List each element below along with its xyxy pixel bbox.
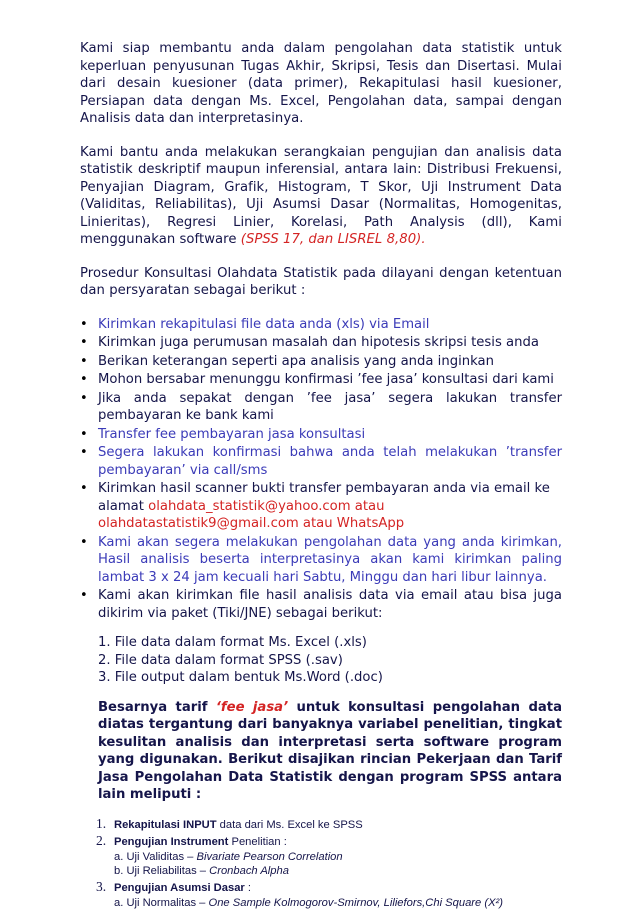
list-item [80, 353, 562, 371]
bullet-icon: • [80, 587, 88, 605]
tariff-subitem [96, 864, 562, 879]
bullet-icon: • [80, 371, 88, 389]
list-item-text: Berikan keterangan seperti apa analisis yang anda inginkan [98, 354, 494, 369]
bullet-icon: • [80, 334, 88, 352]
item-number: 1. [96, 816, 114, 832]
tariff-subitem [96, 896, 562, 910]
item-desc: Penelitian : [228, 836, 286, 848]
subitem-method: Bivariate Pearson Correlation [197, 851, 343, 863]
list-item [80, 316, 562, 334]
list-item-text: Segera lakukan konfirmasi bahwa anda telah melakukan ’transfer pembayaran’ via call/sms [98, 445, 562, 478]
subitem-text: a. Uji Validitas – [114, 851, 197, 863]
tariff-item [96, 816, 562, 833]
list-item-text: Kirimkan rekapitulasi file data anda (xls) via Email [98, 317, 429, 332]
file-item: 2. File data dalam format SPSS (.sav) [98, 652, 562, 670]
fee-label: ‘fee jasa’ [216, 700, 288, 715]
bullet-icon: • [80, 353, 88, 371]
item-desc: data dari Ms. Excel ke SPSS [217, 819, 363, 831]
bullet-icon: • [80, 480, 88, 498]
subitem-method: One Sample Kolmogorov-Smirnov, Liliefors,Chi Square (X²) [209, 897, 504, 909]
list-item [80, 426, 562, 444]
list-item [80, 334, 562, 352]
tariff-list [96, 816, 562, 910]
tariff-item [96, 879, 562, 896]
email-link[interactable]: olahdata_statistik@yahoo.com atau [148, 499, 384, 514]
bullet-icon: • [80, 534, 88, 552]
bullet-icon: • [80, 390, 88, 408]
subitem-method: Cronbach Alpha [209, 865, 289, 877]
item-title: Pengujian Asumsi Dasar [114, 882, 245, 894]
tariff-subitem [96, 850, 562, 865]
tariff-text-post: untuk konsultasi pengolahan data diatas tergantung dari banyaknya variabel penelitian, tingkat kesulitan analisis dan interpretasi serta software program yang digunakan. Berikut disajikan rincian Pekerjaan dan Tarif Jasa Pengolahan Data Statistik dengan program SPSS antara lain meliputi : [98, 700, 562, 803]
list-item-text: Kami akan kirimkan file hasil analisis data via email atau bisa juga dikirim via paket (Tiki/JNE) sebagai berikut: [98, 588, 562, 621]
list-item [80, 371, 562, 389]
bullet-icon: • [80, 426, 88, 444]
list-item-text: Transfer fee pembayaran jasa konsultasi [98, 427, 365, 442]
software-note: (SPSS 17, dan LISREL 8,80). [241, 232, 426, 247]
list-item [80, 390, 562, 425]
file-item: 3. File output dalam bentuk Ms.Word (.doc) [98, 669, 562, 687]
list-item-text: Kirimkan juga perumusan masalah dan hipotesis skripsi tesis anda [98, 335, 539, 350]
list-item [80, 587, 562, 622]
document-page [80, 40, 562, 910]
contact-link[interactable]: olahdatastatistik9@gmail.com atau WhatsApp [98, 516, 404, 531]
list-item-text: Kirimkan hasil scanner bukti transfer pembayaran anda via email ke alamat [98, 481, 550, 514]
list-item [80, 444, 562, 479]
tariff-item [96, 833, 562, 850]
list-item-text: Mohon bersabar menunggu konfirmasi ’fee jasa’ konsultasi dari kami [98, 372, 554, 387]
file-item: 1. File data dalam format Ms. Excel (.xls) [98, 634, 562, 652]
list-item-text: Kami akan segera melakukan pengolahan data yang anda kirimkan, Hasil analisis beserta interpretasinya akan kami kirimkan paling lambat 3 x 24 jam kecuali hari Sabtu, Minggu dan hari libur lainnya. [98, 535, 562, 585]
services-text: Kami bantu anda melakukan serangkaian pengujian dan analisis data statistik deskriptif maupun inferensial, antara lain: Distribusi Frekuensi, Penyajian Diagram, Grafik, Histogram, T Skor, Uji Instrument Data (Validitas, Reliabilitas), Uji Asumsi Dasar (Normalitas, Homogenitas, Linieritas), Regresi Linier, Korelasi, Path Analysis (dll), Kami menggunakan software [80, 145, 562, 248]
list-item [80, 534, 562, 587]
subitem-text: a. Uji Normalitas – [114, 897, 209, 909]
tariff-paragraph [98, 699, 562, 804]
item-desc: : [245, 882, 251, 894]
list-item [80, 480, 562, 533]
file-list [98, 634, 562, 687]
item-title: Rekapitulasi INPUT [114, 819, 217, 831]
list-item-text: Jika anda sepakat dengan ’fee jasa’ segera lakukan transfer pembayaran ke bank kami [98, 391, 562, 424]
intro-paragraph: Kami siap membantu anda dalam pengolahan data statistik untuk keperluan penyusunan Tugas Akhir, Skripsi, Tesis dan Disertasi. Mulai dari desain kuesioner (data primer), Rekapitulasi hasil kuesioner, Persiapan data dengan Ms. Excel, Pengolahan data, sampai dengan Analisis data dan interpretasinya. [80, 40, 562, 128]
procedure-paragraph: Prosedur Konsultasi Olahdata Statistik pada dilayani dengan ketentuan dan persyaratan sebagai berikut : [80, 265, 562, 300]
procedure-list [80, 316, 562, 623]
bullet-icon: • [80, 316, 88, 334]
item-number: 3. [96, 879, 114, 895]
subitem-text: b. Uji Reliabilitas – [114, 865, 209, 877]
tariff-text-pre: Besarnya tarif [98, 700, 216, 715]
item-title: Pengujian Instrument [114, 836, 228, 848]
item-number: 2. [96, 833, 114, 849]
services-paragraph [80, 144, 562, 249]
bullet-icon: • [80, 444, 88, 462]
